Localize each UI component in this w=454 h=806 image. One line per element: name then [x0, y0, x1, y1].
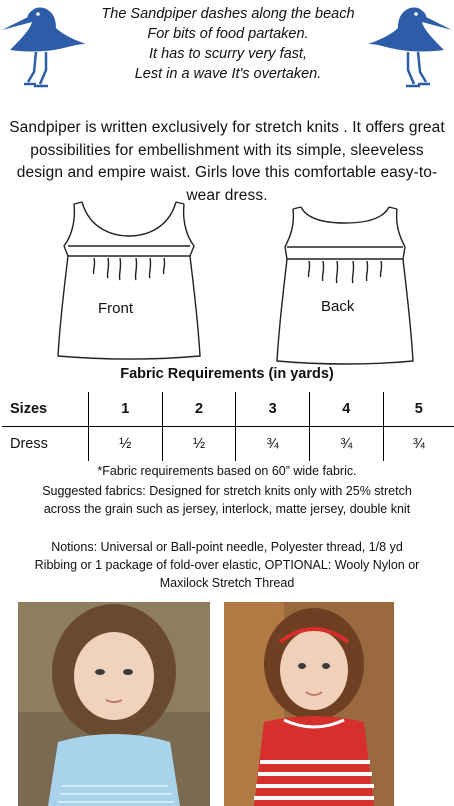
suggested-fabrics-line: across the grain such as jersey, interlock, matte jersey, double knit: [43, 502, 411, 516]
table-cell: ½: [162, 427, 236, 462]
table-header-cell: Sizes: [2, 392, 89, 427]
table-cell: ¾: [309, 427, 383, 462]
table-header-cell: 3: [236, 392, 310, 427]
table-header-cell: 5: [383, 392, 454, 427]
poem-line: It has to scurry very fast,: [149, 46, 307, 62]
notions-line: Notions: Universal or Ball-point needle, Polyester thread, 1/8 yd: [51, 540, 403, 554]
table-cell: ¾: [383, 427, 454, 462]
poem-line: The Sandpiper dashes along the beach: [101, 6, 355, 22]
intro-paragraph: Sandpiper is written exclusively for stretch knits . It offers great possibilities for embellishment with its simple, sleeveless design and empire waist. Girls love this comfortable easy-to-wear dress.: [9, 119, 445, 204]
table-cell: ½: [89, 427, 163, 462]
back-label: Back: [321, 298, 355, 315]
table-cell: ¾: [236, 427, 310, 462]
poem-line: Lest in a wave It's overtaken.: [134, 66, 322, 82]
front-label: Front: [98, 300, 134, 317]
notions-line: Ribbing or 1 package of fold-over elastic, OPTIONAL: Wooly Nylon or: [34, 558, 420, 572]
photo-red-dress: [224, 602, 394, 806]
table-cell: Dress: [10, 436, 48, 452]
sandpiper-left-icon: [0, 0, 88, 92]
poem: [90, 4, 366, 84]
footnote: *Fabric requirements based on 60” wide fabric.: [97, 464, 357, 478]
poem-line: For bits of food partaken.: [147, 26, 309, 42]
fabric-requirements-title: Fabric Requirements (in yards): [120, 366, 334, 382]
table-header-cell: 1: [89, 392, 163, 427]
notions-line: Maxilock Stretch Thread: [159, 576, 295, 590]
table-header-cell: 4: [309, 392, 383, 427]
suggested-fabrics-line: Suggested fabrics: Designed for stretch knits only with 25% stretch: [42, 484, 412, 498]
table-header-cell: 2: [162, 392, 236, 427]
photo-blue-dress: [18, 602, 210, 806]
sandpiper-right-icon: [366, 0, 454, 92]
dress-front-sketch: [54, 200, 204, 360]
table-header-row: [2, 392, 454, 427]
dress-back-sketch: [275, 205, 415, 365]
fabric-requirements-table: [2, 392, 454, 461]
table-row: [2, 427, 454, 462]
